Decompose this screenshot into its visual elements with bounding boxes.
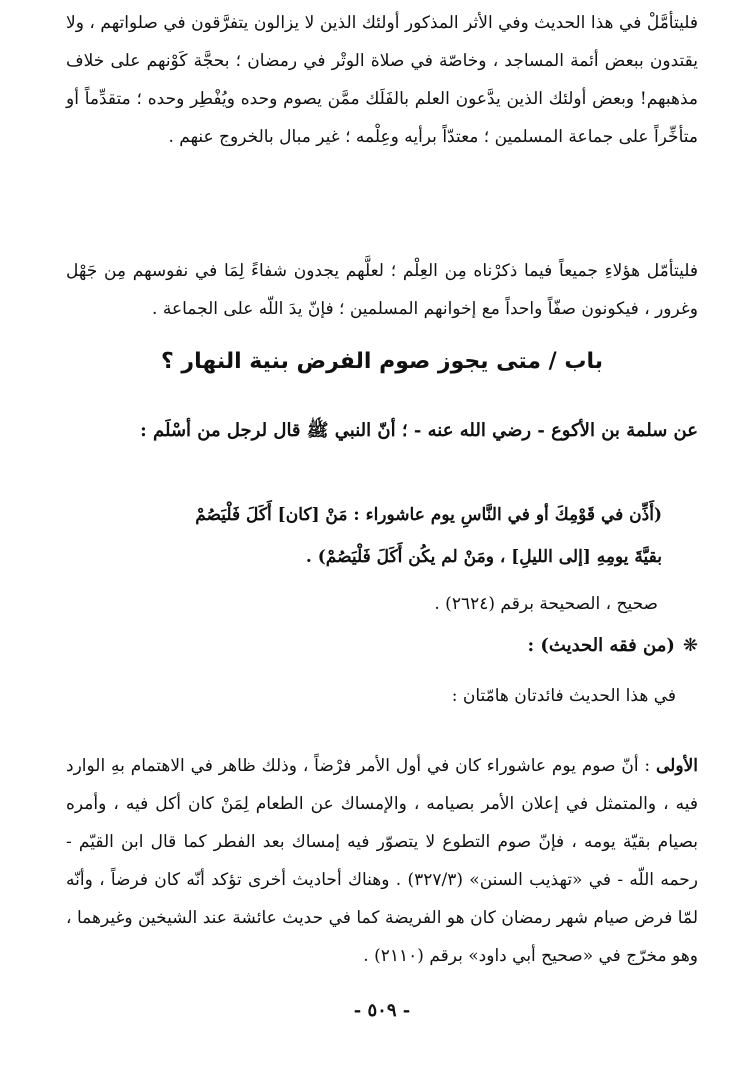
hadith-line-1: (أَذِّن في قَوْمِكَ أو في النَّاسِ يوم عاشوراء : مَنْ [كان] أَكَلَ فَلْيَصُمْ — [195, 505, 662, 525]
point-1-lead: الأولى — [656, 756, 698, 776]
benefits-intro: في هذا الحديث فائدتان هامّتان : — [451, 686, 676, 706]
fiqh-heading-row — [527, 628, 698, 664]
hadith-narration: عن سلمة بن الأكوع - رضي الله عنه - ؛ أنّ النبي ﷺ قال لرجل من أسْلَم : — [140, 420, 698, 441]
fiqh-heading: (من فقه الحديث) : — [527, 635, 675, 656]
book-page — [66, 0, 698, 1086]
star-icon: ❋ — [682, 635, 698, 656]
paragraph-1: فليتأمَّلْ في هذا الحديث وفي الأثر المذكور أولئك الذين لا يزالون يتفرَّقون في صلواتهم ، ولا يقتدون ببعض أئمة المساجد ، وخاصّة في صلاة الوتْر في رمضان ؛ بحجَّة كَوْنهم على خلاف مذهبهم! وبعض أولئك الذين يدَّعون العلم بالفَلَك ممَّن يصوم وحده ويُفْطِر وحده ؛ متقدِّماً أو متأخِّراً على جماعة المسلمين ؛ معتدّاً برأيه وعِلْمه ؛ غير مبال بالخروج عنهم . — [66, 13, 698, 147]
point-1-text: : أنّ صوم يوم عاشوراء كان في أول الأمر فرْضاً ، وذلك ظاهر في الاهتمام بهِ الوارد فيه ، والمتمثل في إعلان الأمر بصيامه ، والإمساك عن الطعام لِمَنْ كان أكل فيه ، وأمره بصيام بقيّة يومه ، فإنّ صوم التطوع لا يتصوّر فيه إمساك بعد الفطر كما قال ابن القيّم - رحمه اللّه - في «تهذيب السنن» (٣٢٧/٣) . وهناك أحاديث أخرى تؤكد أنّه كان فرضاً ، وأنّه لمّا فرض صيام شهر رمضان كان هو الفريضة كما في حديث عائشة عند الشيخين وغيرهما ، وهو مخرّج في «صحيح أبي داود» برقم (٢١١٠) . — [66, 756, 698, 966]
hadith-text — [66, 494, 662, 578]
point-1 — [66, 747, 698, 975]
hadith-grading: صحيح ، الصحيحة برقم (٢٦٢٤) . — [434, 594, 658, 614]
hadith-line-2: بقيَّةَ يومِهِ [إلى الليلِ] ، ومَنْ لم يكُن أَكَلَ فَلْيَصُمْ) . — [305, 547, 662, 567]
page-number: - ٥٠٩ - — [353, 1000, 411, 1021]
paragraph-2: فليتأمّل هؤلاءِ جميعاً فيما ذكرْناه مِن العِلْم ؛ لعلَّهم يجدون شفاءً لِمَا في نفوسهم مِن جَهْل وغرور ، فيكونون صفّاً واحداً مع إخوانهم المسلمين ؛ فإنّ يدَ اللّه على الجماعة . — [66, 261, 698, 319]
chapter-heading: باب / متى يجوز صوم الفرض بنية النهار ؟ — [160, 349, 604, 374]
